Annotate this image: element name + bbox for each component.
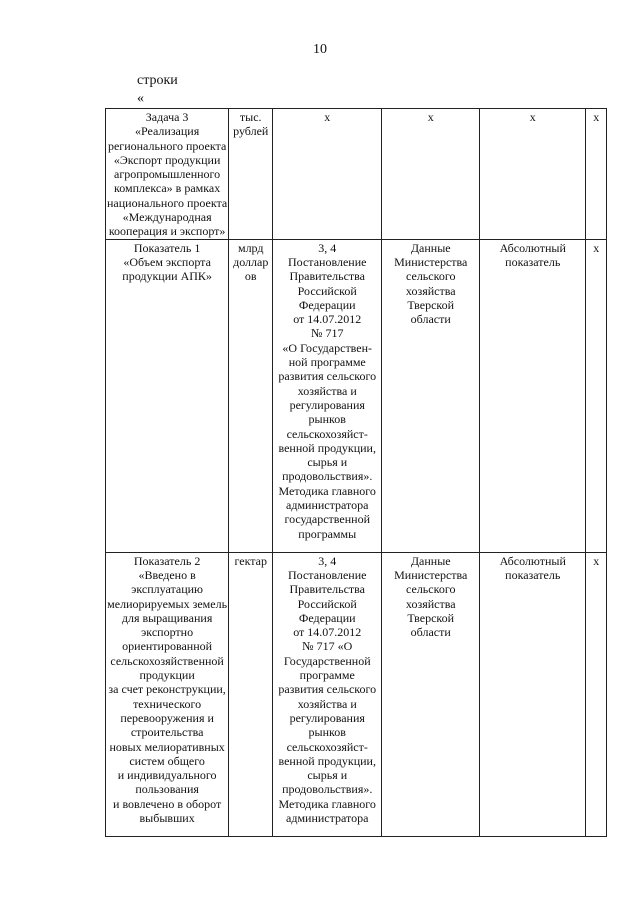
cell-line: Постановление (288, 567, 367, 582)
cell-line: продукции (139, 668, 195, 683)
cell-line: Задача 3 (145, 110, 189, 124)
cell-line: регулирования (289, 397, 365, 412)
cell-line: и индивидуального (117, 768, 217, 783)
cell-line: развития сельского (278, 682, 377, 697)
cell-line: Правительства (289, 269, 365, 284)
cell-line: продовольствия». (282, 469, 373, 484)
cell-line: регионального проекта (107, 138, 227, 153)
cell-line: сельскохозяйственной (110, 653, 224, 668)
cell-line: программе (299, 668, 355, 683)
cell-line: № 717 «О (302, 639, 353, 654)
cell-line: Российской (297, 596, 357, 611)
unit-cell (229, 552, 273, 836)
cell-line: сырья и (307, 768, 348, 783)
cell-line: и вовлечено в оборот (113, 796, 222, 811)
cell-line: агропромышленного (114, 167, 221, 182)
cell-line: администратора (286, 498, 369, 513)
cell-line: для выращивания (121, 610, 213, 625)
basis-cell (273, 552, 382, 836)
cell-line: выбывших (139, 811, 195, 826)
cell-line: эксплуатацию (131, 582, 204, 597)
cell-line: Федерации (298, 610, 356, 625)
cell-line: Министерства (394, 567, 468, 582)
page-number: 10 (313, 42, 327, 57)
cell-line: хозяйства и (297, 383, 357, 398)
cell-line: «Международная (122, 210, 212, 225)
cell-line: «Введено в (138, 567, 196, 582)
data-source-cell (382, 109, 480, 240)
cell-line: технического (133, 696, 202, 711)
cell-line: Абсолютный (499, 553, 566, 568)
cell-line: «Экспорт продукции (113, 152, 221, 167)
cell-line: строительства (130, 725, 204, 740)
cell-line: Данные (410, 240, 451, 255)
cell-line: пользования (135, 782, 199, 797)
cell-line: хозяйства и (297, 696, 357, 711)
indicator-name-cell (106, 239, 229, 552)
cell-line: перевооружения и (120, 710, 214, 725)
cell-line: сельскохозяйст- (286, 739, 368, 754)
cell-line: венной продукции, (278, 753, 376, 768)
cell-line: Методика главного (278, 483, 376, 498)
cell-line: «Реализация (134, 124, 200, 139)
cell-line: кооперация и экспорт» (108, 224, 226, 239)
cell-line: Государственной (283, 653, 371, 668)
cell-line: Тверской (407, 610, 455, 625)
cell-line: рублей (233, 124, 269, 139)
cell-line: сельского (406, 269, 456, 284)
indicator-type-cell (480, 552, 586, 836)
cell-text: x (593, 240, 600, 255)
cell-line: от 14.07.2012 (293, 312, 362, 327)
cell-line: развития сельского (278, 369, 377, 384)
table-row (106, 239, 607, 552)
cell-line: государственной (284, 512, 370, 527)
basis-cell (273, 109, 382, 240)
indicator-type-cell (480, 239, 586, 552)
cell-line: рынков (308, 725, 346, 740)
cell-line: Российской (297, 283, 357, 298)
cell-line: тыс. (239, 110, 262, 124)
cell-line: экспортно (141, 625, 194, 640)
cell-line: ориентированной (122, 639, 213, 654)
indicator-name-cell (106, 109, 229, 240)
cell-line: Данные (410, 553, 451, 568)
cell-line: продукции АПК» (122, 269, 212, 284)
cell-line: x (529, 110, 536, 124)
cell-line: Правительства (289, 582, 365, 597)
cell-line: показатель (505, 567, 561, 582)
extra-cell (586, 552, 607, 836)
cell-line: администратора (286, 811, 369, 826)
cell-line: гектар (234, 553, 267, 568)
table-row (106, 552, 607, 836)
cell-line: Абсолютный (499, 240, 566, 255)
cell-line: регулирования (289, 710, 365, 725)
cell-line: млрд (237, 240, 264, 255)
data-source-cell (382, 552, 480, 836)
cell-line: новых мелиоративных (109, 739, 225, 754)
cell-line: Постановление (288, 254, 367, 269)
cell-line: хозяйства (405, 283, 456, 298)
cell-line: x (427, 110, 434, 124)
cell-line: x (324, 110, 331, 124)
cell-line: Показатель 1 (133, 240, 201, 255)
basis-cell (273, 239, 382, 552)
cell-line: от 14.07.2012 (293, 625, 362, 640)
cell-text: x (593, 553, 600, 568)
cell-line: рынков (308, 412, 346, 427)
cell-line: сырья и (307, 455, 348, 470)
cell-line: комплекса» в рамках (114, 181, 221, 196)
cell-line: Федерации (298, 297, 356, 312)
intro-line-1: строки (137, 73, 178, 88)
cell-line: 3, 4 (318, 240, 337, 255)
extra-cell (586, 239, 607, 552)
cell-line: программы (298, 526, 357, 541)
cell-line: Тверской (407, 297, 455, 312)
unit-cell (229, 239, 273, 552)
cell-line: систем общего (129, 753, 205, 768)
intro-text (137, 72, 178, 108)
cell-line: хозяйства (405, 596, 456, 611)
cell-line: показатель (505, 254, 561, 269)
cell-line: венной продукции, (278, 440, 376, 455)
indicator-name-cell (106, 552, 229, 836)
data-source-cell (382, 239, 480, 552)
unit-cell (229, 109, 273, 240)
intro-line-2: « (137, 91, 144, 106)
cell-line: Методика главного (278, 796, 376, 811)
cell-line: Министерства (394, 254, 468, 269)
table-body (106, 109, 607, 837)
indicator-type-cell (480, 109, 586, 240)
cell-line: Показатель 2 (133, 553, 201, 568)
cell-line: мелиорируемых земель (107, 596, 228, 611)
cell-line: области (410, 625, 451, 640)
cell-line: продовольствия». (282, 782, 373, 797)
cell-line: 3, 4 (318, 553, 337, 568)
cell-line: ов (244, 269, 257, 284)
cell-text: x (593, 110, 600, 124)
cell-line: доллар (233, 254, 269, 269)
cell-line: национального проекта (107, 195, 228, 210)
cell-line: за счет реконструкции, (108, 682, 226, 697)
cell-line: ной программе (288, 355, 366, 370)
cell-line: сельскохозяйст- (286, 426, 368, 441)
indicator-table (105, 108, 607, 837)
cell-line: № 717 (311, 326, 344, 341)
table-row (106, 109, 607, 240)
cell-line: «Объем экспорта (123, 254, 211, 269)
cell-line: «О Государствен- (282, 340, 373, 355)
extra-cell (586, 109, 607, 240)
cell-line: сельского (406, 582, 456, 597)
cell-line: области (410, 312, 451, 327)
